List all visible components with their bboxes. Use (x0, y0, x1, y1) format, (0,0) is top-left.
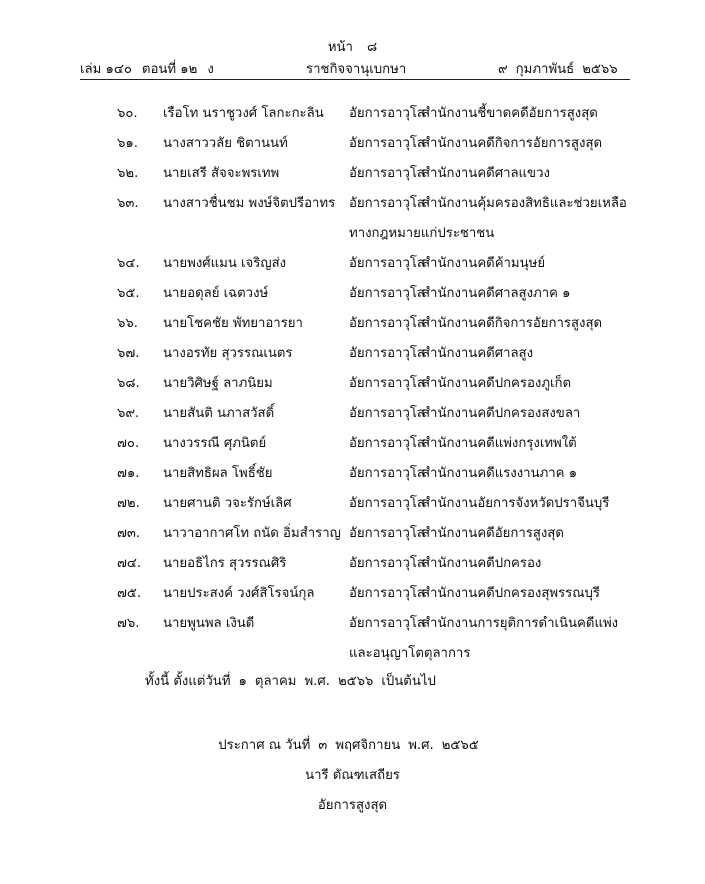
entry-position: อัยการอาวุโส (349, 106, 425, 121)
entry-office: สำนักงานคุ้มครองสิทธิและช่วยเหลือ (422, 196, 627, 211)
entry-office: สำนักงานคดีอัยการสูงสุด (422, 526, 564, 541)
date-month: กุมภาพันธ์ (515, 62, 575, 77)
page-label: หน้า (327, 40, 353, 55)
entry-office: สำนักงานชี้ขาดคดีอัยการสูงสุด (422, 106, 598, 121)
entry-number: ๗๓. (117, 526, 141, 541)
entry-number: ๖๔. (117, 256, 140, 271)
date-day: ๙ (498, 62, 508, 77)
announcement-date (0, 734, 705, 755)
entry-office: สำนักงานคดีแรงงานภาค ๑ (422, 466, 578, 481)
announce-month: พฤศจิกายน (335, 738, 401, 753)
entry-number: ๗๑. (117, 466, 140, 481)
entry-number: ๗๐. (117, 436, 140, 451)
entry-name: นายประสงค์ วงศ์สิโรจน์กุล (163, 586, 315, 601)
entry-office: สำนักงานคดีค้ามนุษย์ (422, 256, 546, 271)
entry-position: อัยการอาวุโส (349, 526, 425, 541)
entry-position: อัยการอาวุโส (349, 586, 425, 601)
entry-office: สำนักงานคดีแพ่งกรุงเทพใต้ (422, 436, 577, 451)
entry-office: สำนักงานคดีปกครองสุพรรณบุรี (422, 586, 600, 601)
effective-prefix: ทั้งนี้ ตั้งแต่วันที่ (145, 674, 231, 689)
entry-position: อัยการอาวุโส (349, 556, 425, 571)
entry-number: ๖๖. (117, 316, 138, 331)
entry-position: อัยการอาวุโส (349, 286, 425, 301)
entry-office: สำนักงานคดีศาลสูง (422, 346, 534, 361)
page-number: ๘ (366, 40, 378, 55)
signer-title: อัยการสูงสุด (317, 798, 388, 813)
entry-position: อัยการอาวุโส (349, 466, 425, 481)
entry-name: นายพงศ์แมน เจริญส่ง (163, 256, 287, 271)
section-label: ง (207, 62, 214, 77)
entry-office: สำนักงานคดีกิจการอัยการสูงสุด (422, 316, 603, 331)
entry-name: นายศานติ วจะรักษ์เลิศ (163, 496, 292, 511)
entry-position: อัยการอาวุโส (349, 496, 425, 511)
entry-number: ๗๔. (117, 556, 142, 571)
entry-number: ๗๕. (117, 586, 142, 601)
entry-office: สำนักงานคดีปกครองสงขลา (422, 406, 581, 421)
header-divider (80, 79, 630, 80)
effective-day: ๑ (238, 674, 247, 689)
entry-name: นางอรทัย สุวรรณเนตร (163, 346, 293, 361)
entry-position: อัยการอาวุโส (349, 136, 425, 151)
entry-number: ๖๗. (117, 346, 140, 361)
entry-office: สำนักงานคดีปกครองภูเก็ต (422, 376, 572, 391)
announce-day: ๓ (318, 738, 328, 753)
entry-position: อัยการอาวุโส (349, 196, 425, 211)
entry-number: ๖๑. (117, 136, 138, 151)
entry-name: เรือโท นราชูวงศ์ โลกะกะลิน (163, 106, 324, 121)
entry-name: นายเสรี สัจจะพรเทพ (163, 166, 280, 181)
entry-office-continued: และอนุญาโตตุลาการ (349, 646, 471, 661)
entry-position: อัยการอาวุโส (349, 406, 425, 421)
entry-position: อัยการอาวุโส (349, 316, 425, 331)
entry-name: นาวาอากาศโท ถนัด อิ่มสำราญ (163, 526, 341, 541)
signer-name: นารี ตัณฑเสถียร (305, 768, 400, 783)
effective-suffix: เป็นต้นไป (381, 674, 436, 689)
publication-title: ราชกิจจานุเบกษา (306, 62, 407, 77)
entry-office-continued: ทางกฎหมายแก่ประชาชน (349, 226, 495, 241)
entry-number: ๖๕. (117, 286, 140, 301)
entry-name: นายโชคชัย พัทยาอารยา (163, 316, 303, 331)
entry-name: นางสาวชื่นชม พงษ์จิตปรีอาทร (163, 196, 336, 211)
entry-number: ๖๒. (117, 166, 139, 181)
entry-office: สำนักงานคดีกิจการอัยการสูงสุด (422, 136, 603, 151)
entry-office: สำนักงานการยุติการดำเนินคดีแพ่ง (422, 616, 619, 631)
entry-position: อัยการอาวุโส (349, 376, 425, 391)
entry-name: นายวิศิษฐ์ ลาภนิยม (163, 376, 273, 391)
entry-name: นางวรรณี ศุภนิตย์ (163, 436, 267, 451)
entry-name: นายสันติ นภาสวัสดิ์ (163, 406, 275, 421)
entry-number: ๖๙. (117, 406, 140, 421)
entry-name: นายสิทธิผล โพธิ์ชัย (163, 466, 273, 481)
entry-number: ๖๘. (117, 376, 140, 391)
entry-position: อัยการอาวุโส (349, 166, 425, 181)
date-year: ๒๕๖๖ (582, 62, 618, 77)
effective-month: ตุลาคม (254, 674, 297, 689)
entry-position: อัยการอาวุโส (349, 616, 425, 631)
entry-number: ๖๐. (117, 106, 138, 121)
entry-name: นายอธิไกร สุวรรณศิริ (163, 556, 287, 571)
entry-name: นายพูนพล เงินดี (163, 616, 255, 631)
entry-name: นางสาววลัย ชิตานนท์ (163, 136, 288, 151)
page-number-header (0, 36, 705, 57)
entry-number: ๗๖. (117, 616, 140, 631)
effective-year: ๒๕๖๖ (337, 674, 374, 689)
entry-office: สำนักงานอัยการจังหวัดปราจีนบุรี (422, 496, 610, 511)
entry-office: สำนักงานคดีศาลสูงภาค ๑ (422, 286, 571, 301)
entry-number: ๗๒. (117, 496, 140, 511)
gazette-reference (80, 58, 224, 79)
publication-date (498, 58, 626, 79)
entry-name: นายอดุลย์ เฉตวงษ์ (163, 286, 269, 301)
effective-date-statement (145, 670, 444, 691)
entry-office: สำนักงานคดีศาลแขวง (422, 166, 550, 181)
entry-number: ๖๓. (117, 196, 139, 211)
entry-office: สำนักงานคดีปกครอง (422, 556, 542, 571)
announce-era: พ.ศ. (408, 738, 434, 753)
announce-prefix: ประกาศ ณ วันที่ (218, 738, 311, 753)
entry-position: อัยการอาวุโส (349, 436, 425, 451)
entry-position: อัยการอาวุโส (349, 346, 425, 361)
issue-label: ตอนที่ ๑๒ (141, 62, 198, 77)
entry-position: อัยการอาวุโส (349, 256, 425, 271)
announce-year: ๒๕๖๕ (441, 738, 479, 753)
volume-label: เล่ม ๑๔๐ (80, 62, 132, 77)
effective-era: พ.ศ. (304, 674, 330, 689)
